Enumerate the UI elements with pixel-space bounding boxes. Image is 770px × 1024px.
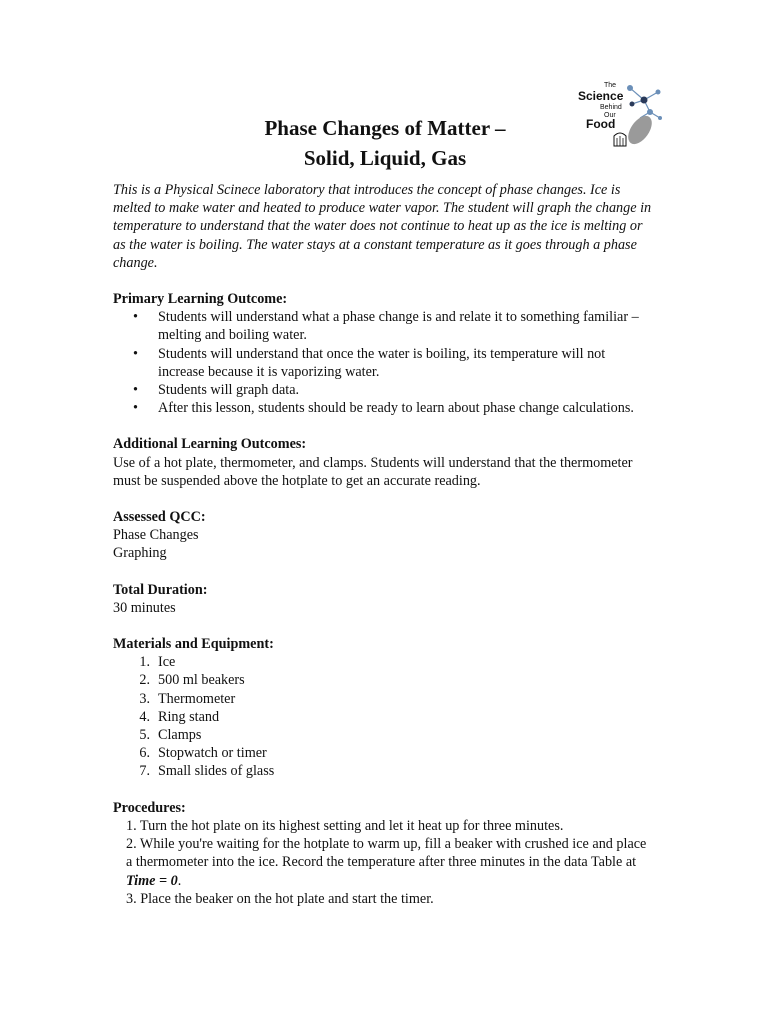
logo-text-behind: Behind (600, 104, 622, 111)
total-duration-heading: Total Duration: (113, 581, 208, 598)
procedure-step-2: 2. While you're waiting for the hotplate to warm up, fill a beaker with crushed ice and place a thermometer into the ice. Record the temperature after three minutes in the data Table at Time = 0. (126, 836, 647, 889)
list-item (133, 345, 653, 381)
time-zero-emphasis: Time = 0 (126, 872, 178, 889)
list-item (133, 308, 653, 344)
list-item-text: Clamps (158, 727, 202, 744)
title-line-2: Solid, Liquid, Gas (303, 146, 467, 170)
qcc-item: Graphing (113, 545, 167, 562)
list-item: 3. Thermometer (139, 690, 236, 707)
procedure-step-1: 1. Turn the hot plate on its highest setting and let it heat up for three minutes. (126, 817, 564, 834)
list-item (133, 399, 653, 417)
list-item-text: After this lesson, students should be ready to learn about phase change calculations. (158, 400, 634, 417)
primary-outcome-heading: Primary Learning Outcome: (113, 291, 288, 308)
list-item-text: Stopwatch or timer (158, 745, 267, 762)
logo-text-science: Science (578, 89, 624, 103)
assessed-qcc-section (113, 508, 653, 563)
list-item-text: Ice (158, 654, 176, 671)
list-item-text: Students will graph data. (158, 382, 300, 399)
intro-paragraph: This is a Physical Scinece laboratory that introduces the concept of phase changes. Ice is melted to make water and heated to produce water vapor. The student will graph the change in temperature to understand that the water does not continue to heat up as the ice is melting or as the water is boiling. The water stays at a constant temperature as it goes through a phase change. (113, 182, 652, 271)
materials-section (113, 635, 653, 781)
list-item-text: Students will understand that once the water is boiling, its temperature will not increase because it is vaporizing water. (158, 345, 606, 380)
primary-outcome-section (113, 290, 653, 417)
additional-outcomes-text: Use of a hot plate, thermometer, and clamps. Students will understand that the thermometer must be suspended above the hotplate to get an accurate reading. (113, 454, 633, 489)
list-item-text: Ring stand (158, 708, 220, 725)
total-duration-section (113, 581, 653, 617)
bullet-icon: • (133, 400, 138, 417)
procedure-step-3: 3. Place the beaker on the hot plate and start the timer. (126, 890, 434, 907)
bullet-icon: • (133, 382, 138, 399)
total-duration-value: 30 minutes (113, 599, 176, 616)
procedures-section (113, 799, 653, 908)
logo-text-food: Food (586, 117, 616, 131)
list-item: 4. Ring stand (139, 708, 220, 725)
list-item-text: Students will understand what a phase change is and relate it to something familiar – melting and boiling water. (158, 309, 639, 344)
additional-outcomes-section (113, 435, 653, 490)
document-body (113, 181, 653, 926)
list-item-text: Thermometer (158, 690, 236, 707)
bullet-icon: • (133, 345, 138, 362)
title-line-1: Phase Changes of Matter – (264, 116, 506, 140)
logo-text-the: The (604, 82, 617, 89)
page-title (0, 113, 770, 173)
list-item-text: Small slides of glass (158, 763, 275, 780)
primary-outcome-list (113, 308, 653, 417)
list-item: 5. Clamps (139, 727, 202, 744)
list-item: 2. 500 ml beakers (139, 672, 245, 689)
bullet-icon: • (133, 309, 138, 326)
logo-text-our: Our (604, 112, 616, 119)
list-item-text: 500 ml beakers (158, 672, 245, 689)
list-item: 1. Ice (139, 654, 176, 671)
additional-outcomes-heading: Additional Learning Outcomes: (113, 436, 307, 453)
assessed-qcc-heading: Assessed QCC: (113, 509, 206, 526)
list-item (133, 381, 653, 399)
materials-heading: Materials and Equipment: (113, 636, 274, 653)
materials-list (113, 653, 653, 780)
list-item: 7. Small slides of glass (139, 763, 275, 780)
qcc-item: Phase Changes (113, 527, 199, 544)
list-item: 6. Stopwatch or timer (139, 745, 267, 762)
procedures-heading: Procedures: (113, 799, 186, 816)
